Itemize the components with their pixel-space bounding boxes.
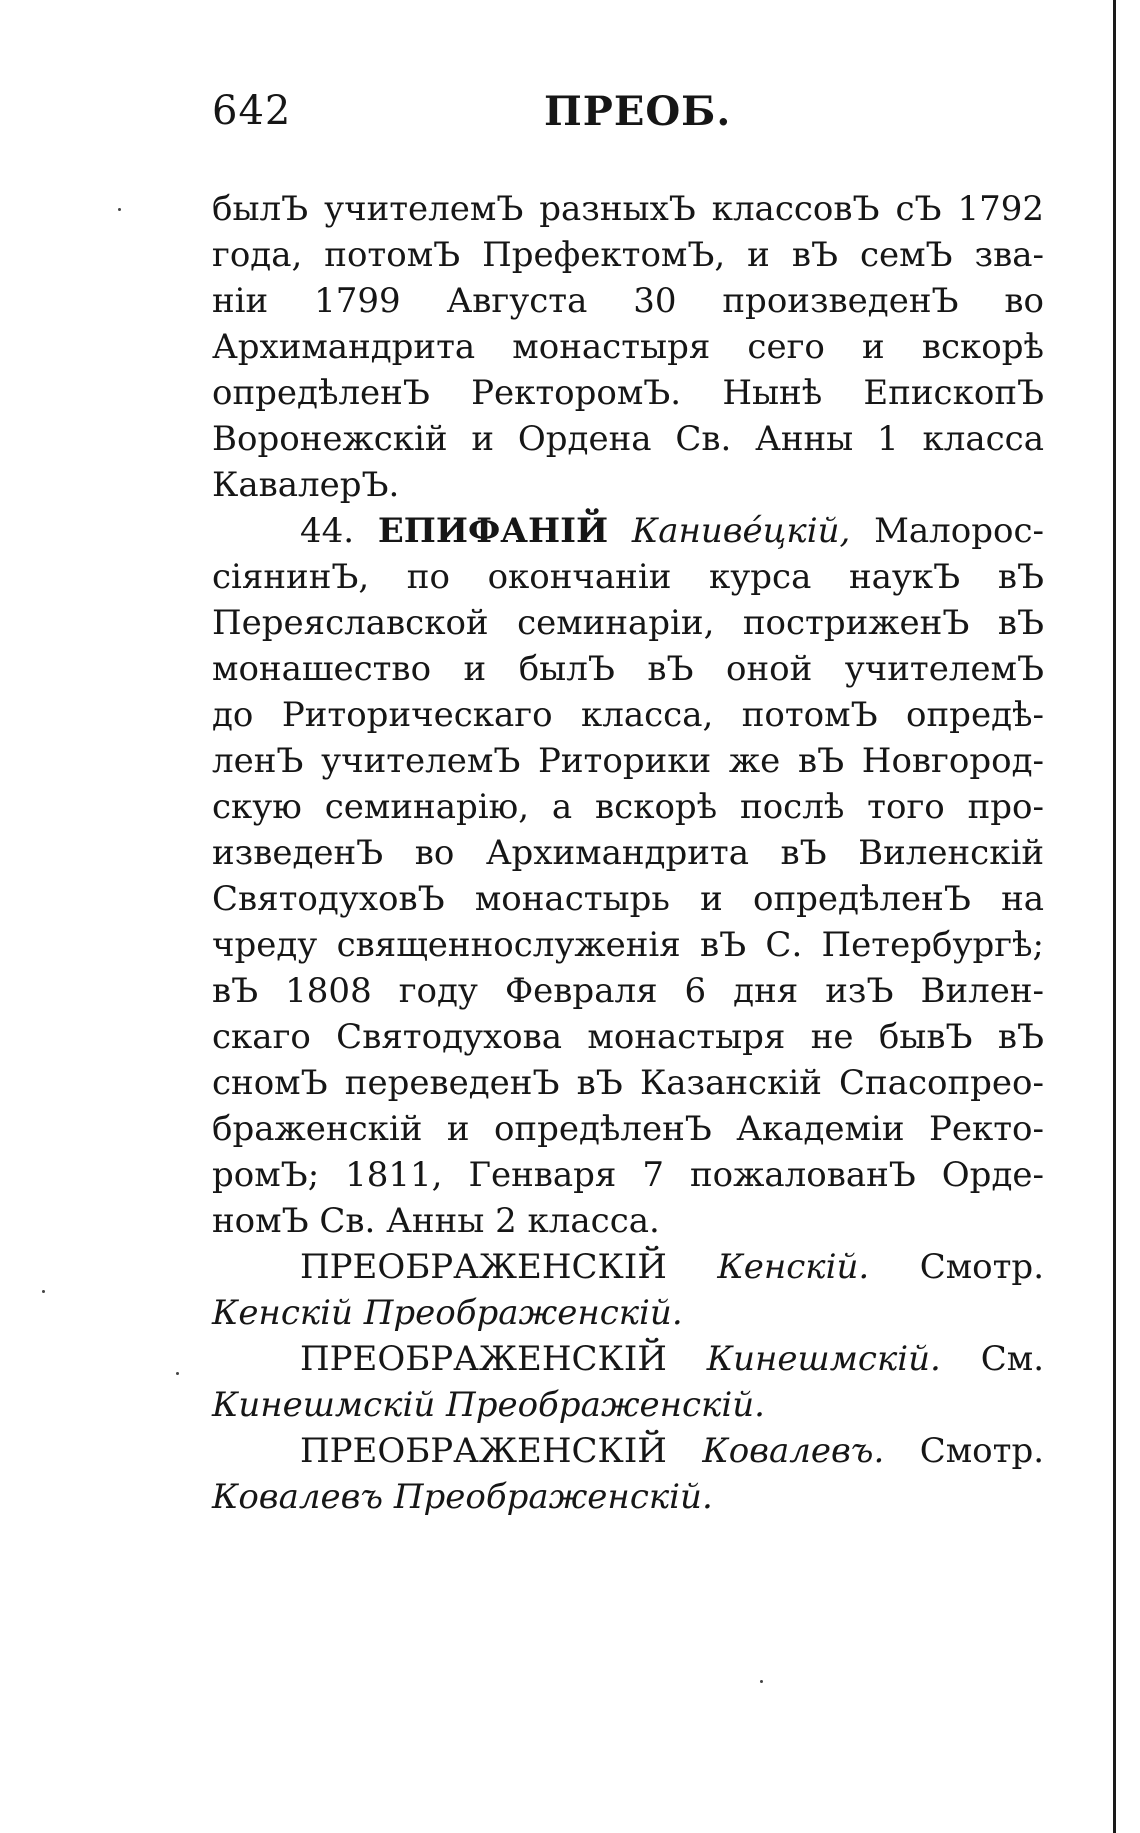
xref-see: Смотр. bbox=[919, 1431, 1045, 1471]
text-line: изведенЪ во Архимандрита вЪ Виленскiй bbox=[212, 833, 1044, 873]
xref-target: Кенскiй Преображенскiй. bbox=[212, 1293, 683, 1333]
text-line: вЪ 1808 году Февраля 6 дня изЪ Вилен- bbox=[212, 971, 1044, 1011]
entry-name: ЕПИФАНIЙ bbox=[377, 511, 609, 551]
xref-heading-line bbox=[212, 1428, 1044, 1474]
cross-reference-entry bbox=[212, 1428, 1044, 1520]
page-body bbox=[212, 186, 1044, 1520]
xref-name: ПРЕОБРАЖЕНСКIЙ bbox=[300, 1247, 667, 1287]
scan-speck bbox=[760, 1680, 763, 1683]
text-line: КавалерЪ. bbox=[212, 465, 400, 505]
xref-heading-line bbox=[212, 1244, 1044, 1290]
xref-name: ПРЕОБРАЖЕНСКIЙ bbox=[300, 1431, 667, 1471]
text-line: браженскiй и опредѣленЪ Академiи Ректо- bbox=[212, 1109, 1044, 1149]
xref-qualifier: Кинешмскiй. bbox=[706, 1339, 941, 1379]
cross-reference-entry bbox=[212, 1244, 1044, 1336]
text-line: монашество и былЪ вЪ оной учителемЪ bbox=[212, 649, 1044, 689]
text-line: ромЪ; 1811, Генваря 7 пожалованЪ Орде- bbox=[212, 1155, 1044, 1195]
page-header bbox=[212, 88, 1032, 148]
text-line: номЪ Св. Анны 2 класса. bbox=[212, 1201, 660, 1241]
xref-qualifier: Ковалевъ. bbox=[702, 1431, 885, 1471]
text-line: скаго Святодухова монастыря не бывЪ вЪ bbox=[212, 1017, 1044, 1057]
xref-see: См. bbox=[980, 1339, 1045, 1379]
text-line: Архимандрита монастыря сего и вскорѣ bbox=[212, 327, 1044, 367]
cross-reference-entry bbox=[212, 1336, 1044, 1428]
entry-text: Малорос- bbox=[874, 511, 1044, 551]
scan-speck bbox=[118, 208, 121, 211]
text-line: Переяславской семинарiи, постриженЪ вЪ bbox=[212, 603, 1044, 643]
text-line: скую семинарiю, а вскорѣ послѣ того про- bbox=[212, 787, 1044, 827]
xref-target: Кинешмскiй Преображенскiй. bbox=[212, 1385, 765, 1425]
text-line: сномЪ переведенЪ вЪ Казанскiй Спасопрео- bbox=[212, 1063, 1044, 1103]
xref-see: Смотр. bbox=[919, 1247, 1044, 1287]
page-number: 642 bbox=[212, 88, 292, 134]
text-line: чреду священнослуженiя вЪ С. Петербургѣ; bbox=[212, 925, 1044, 965]
entry-number: 44. bbox=[300, 511, 355, 551]
text-line: до Риторическаго класса, потомЪ опредѣ- bbox=[212, 695, 1044, 735]
text-line: ленЪ учителемЪ Риторики же вЪ Новгород- bbox=[212, 741, 1044, 781]
text-line: былЪ учителемЪ разныхЪ классовЪ сЪ 1792 bbox=[212, 189, 1044, 229]
page-edge-rule bbox=[1113, 0, 1116, 1833]
text-line: года, потомЪ ПрефектомЪ, и вЪ семЪ зва- bbox=[212, 235, 1044, 275]
running-head: ПРЕОБ. bbox=[544, 88, 732, 135]
entry-heading-line bbox=[212, 508, 1044, 554]
text-line: опредѣленЪ РекторомЪ. Нынѣ ЕпископЪ bbox=[212, 373, 1044, 413]
xref-target: Ковалевъ Преображенскiй. bbox=[212, 1477, 713, 1517]
text-line: Воронежскiй и Ордена Св. Анны 1 класса bbox=[212, 419, 1044, 459]
text-line: нiи 1799 Августа 30 произведенЪ во bbox=[212, 281, 1044, 321]
xref-heading-line bbox=[212, 1336, 1044, 1382]
text-line: СвятодуховЪ монастырь и опредѣленЪ на bbox=[212, 879, 1044, 919]
xref-name: ПРЕОБРАЖЕНСКIЙ bbox=[300, 1339, 667, 1379]
entry-surname: Каниве́цкiй, bbox=[631, 511, 851, 551]
scan-speck bbox=[176, 1372, 179, 1375]
text-line: сiянинЪ, по окончанiи курса наукЪ вЪ bbox=[212, 557, 1044, 597]
paragraph-continued bbox=[212, 186, 1044, 508]
xref-qualifier: Кенскiй. bbox=[717, 1247, 870, 1287]
entry-epifaniy bbox=[212, 508, 1044, 1244]
scan-speck bbox=[42, 1290, 45, 1293]
